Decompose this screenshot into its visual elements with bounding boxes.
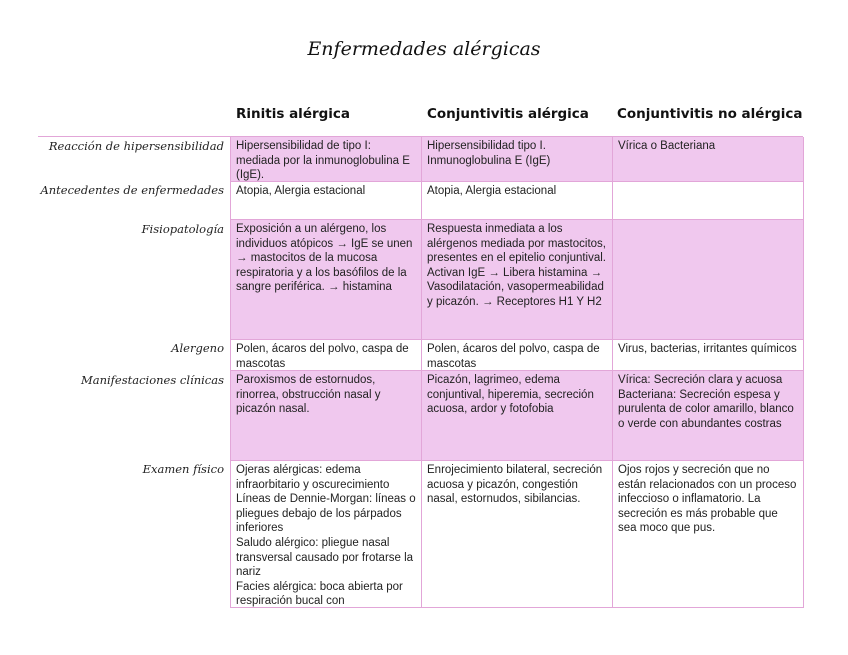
column-header-rinitis: Rinitis alérgica [236, 106, 351, 122]
table-cell: Ojos rojos y secreción que no están relacionados con un proceso infeccioso o inflamatorio. La secreción es más probable que sea moco que pus. [613, 461, 804, 608]
table-cell: Atopia, Alergia estacional [231, 182, 422, 220]
row-label-reaccion: Reacción de hipersensibilidad [48, 139, 224, 153]
table-cell: Polen, ácaros del polvo, caspa de mascotas [422, 340, 613, 371]
table-cell: Hipersensibilidad tipo I. Inmunoglobulina E (IgE) [422, 137, 613, 182]
table-cell: Enrojecimiento bilateral, secreción acuosa y picazón, congestión nasal, estornudos, sibilancias. [422, 461, 613, 608]
column-header-conjuntivitis-alergica: Conjuntivitis alérgica [427, 106, 589, 122]
table-cell: Atopia, Alergia estacional [422, 182, 613, 220]
table-cell: Vírica o Bacteriana [613, 137, 804, 182]
table-cell: Virus, bacterias, irritantes químicos [613, 340, 804, 371]
row-label-alergeno: Alergeno [171, 341, 224, 355]
table-cell [613, 182, 804, 220]
disease-table [230, 136, 803, 608]
table-cell: Ojeras alérgicas: edema infraorbitario y oscurecimiento Líneas de Dennie-Morgan: líneas o pliegues debajo de los párpados inferiores Saludo alérgico: pliegue nasal transversal causado por frotarse la nariz Facies alérgica: boca abierta por respiración bucal con [231, 461, 422, 608]
row-label-manifestaciones: Manifestaciones clínicas [80, 373, 224, 387]
table-cell: Respuesta inmediata a los alérgenos mediada por mastocitos, presentes en el epitelio conjuntival. Activan IgE → Libera histamina → Vasodilatación, vasopermeabilidad y picazón. → Receptores H1 Y H2 [422, 220, 613, 340]
page-title: Enfermedades alérgicas [307, 38, 541, 60]
table-cell: Picazón, lagrimeo, edema conjuntival, hiperemia, secreción acuosa, ardor y fotofobia [422, 371, 613, 461]
table-cell [613, 220, 804, 340]
row-label-fisiopatologia: Fisiopatología [141, 222, 224, 236]
row-label-examen: Examen físico [142, 462, 224, 476]
table-cell: Vírica: Secreción clara y acuosa Bacteriana: Secreción espesa y purulenta de color amarillo, blanco o verde con abundantes costras [613, 371, 804, 461]
row-label-antecedentes: Antecedentes de enfermedades [40, 183, 224, 197]
table-cell: Hipersensibilidad de tipo I: mediada por la inmunoglobulina E (IgE). [231, 137, 422, 182]
column-header-conjuntivitis-no-alergica: Conjuntivitis no alérgica [617, 106, 803, 122]
table-cell: Polen, ácaros del polvo, caspa de mascotas [231, 340, 422, 371]
table-cell: Exposición a un alérgeno, los individuos atópicos → IgE se unen → mastocitos de la mucosa respiratoria y a los basófilos de la sangre periférica. → histamina [231, 220, 422, 340]
table-cell: Paroxismos de estornudos, rinorrea, obstrucción nasal y picazón nasal. [231, 371, 422, 461]
